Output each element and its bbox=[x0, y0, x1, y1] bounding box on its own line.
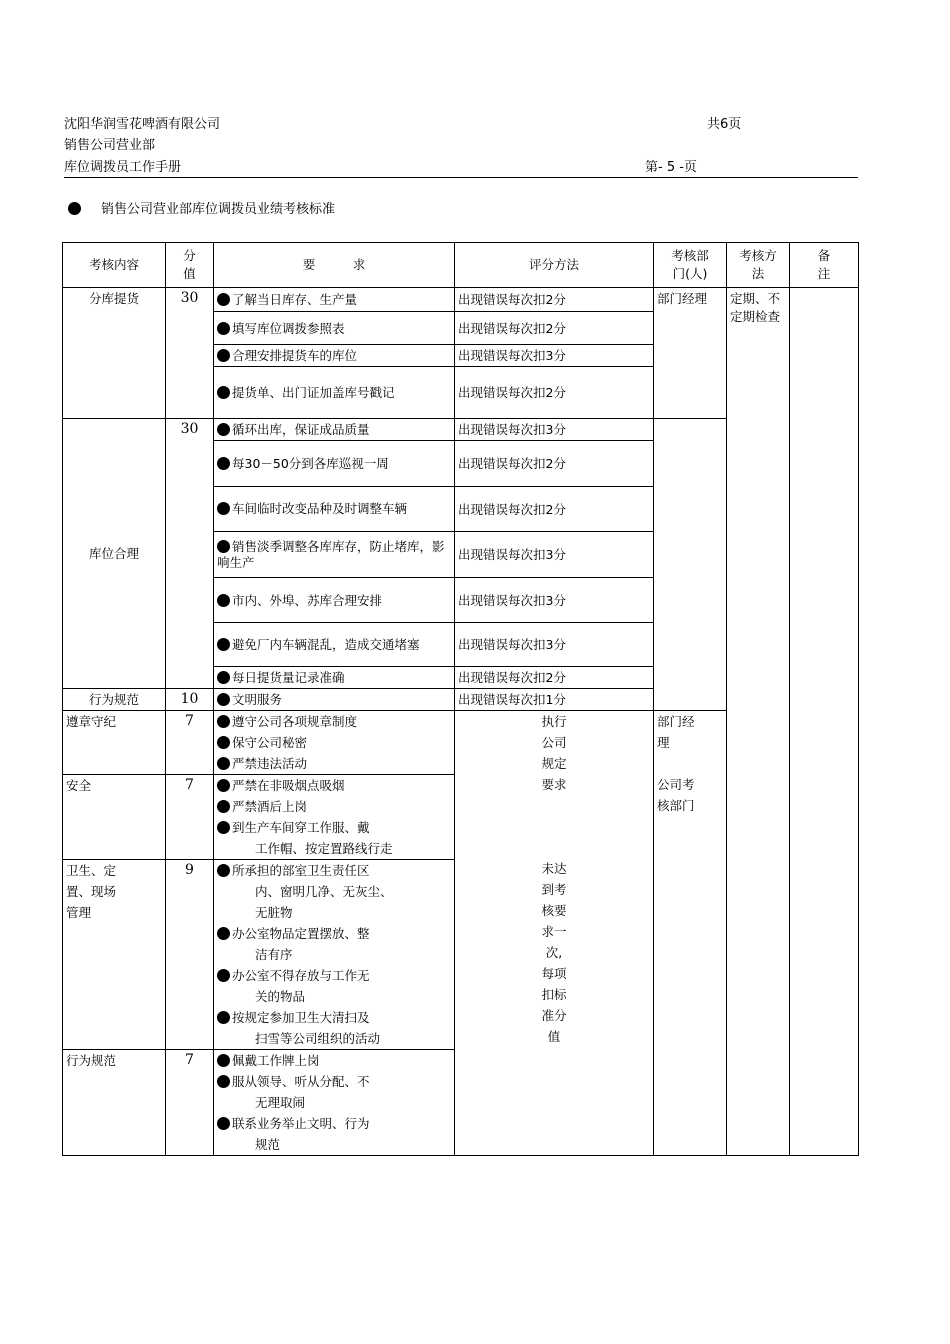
manual-name: 库位调拨员工作手册 bbox=[64, 160, 182, 175]
score-cell: 30 bbox=[166, 288, 214, 419]
header-method: 评分方法 bbox=[455, 243, 654, 288]
bullet-icon bbox=[68, 202, 81, 215]
score-cell: 7 bbox=[166, 775, 214, 860]
method-cell: 出现错误每次扣2分 bbox=[455, 288, 654, 312]
header-note: 备 注 bbox=[790, 243, 859, 288]
content-cell: 卫生、定 置、现场 管理 bbox=[63, 860, 166, 1050]
dept-cell-lower: 部门经 理 公司考 核部门 bbox=[654, 711, 727, 1156]
way-cell: 定期、不定期检查 bbox=[727, 288, 790, 1156]
method-cell: 出现错误每次扣3分 bbox=[455, 345, 654, 367]
score-cell: 9 bbox=[166, 860, 214, 1050]
requirement-cell: 所承担的部室卫生责任区 内、窗明几净、无灰尘、 无脏物 办公室物品定置摆放、整 洁有序 办公室不得存放与工作无 关的物品 按规定参加卫生大清扫及 扫雪等公司组织的活动 bbox=[214, 860, 455, 1050]
content-cell: 行为规范 bbox=[63, 689, 166, 711]
dept-cell: 部门经理 bbox=[654, 288, 727, 419]
requirement-cell: 市内、外埠、苏库合理安排 bbox=[214, 578, 455, 623]
method-cell-lower: 执行 公司 规定 要求 未达 到考 核要 求一 次, 每项 扣标 准分 值 bbox=[455, 711, 654, 1156]
assessment-table bbox=[62, 242, 859, 1156]
company-name: 沈阳华润雪花啤酒有限公司 bbox=[64, 117, 221, 132]
content-cell: 行为规范 bbox=[63, 1050, 166, 1156]
section-title-text: 销售公司营业部库位调拨员业绩考核标准 bbox=[101, 202, 336, 217]
total-pages: 共6页 bbox=[707, 117, 742, 132]
requirement-cell: 了解当日库存、生产量 bbox=[214, 288, 455, 312]
section-title bbox=[68, 202, 335, 218]
content-cell: 安全 bbox=[63, 775, 166, 860]
header-content: 考核内容 bbox=[63, 243, 166, 288]
header-dept: 考核部 门(人) bbox=[654, 243, 727, 288]
department-name: 销售公司营业部 bbox=[64, 138, 156, 153]
score-cell: 7 bbox=[166, 711, 214, 775]
method-cell: 出现错误每次扣2分 bbox=[455, 487, 654, 532]
requirement-cell: 文明服务 bbox=[214, 689, 455, 711]
score-cell: 30 bbox=[166, 419, 214, 689]
note-cell bbox=[790, 288, 859, 1156]
header-way: 考核方 法 bbox=[727, 243, 790, 288]
requirement-cell: 遵守公司各项规章制度 保守公司秘密 严禁违法活动 bbox=[214, 711, 455, 775]
method-cell: 出现错误每次扣3分 bbox=[455, 532, 654, 578]
method-cell: 出现错误每次扣3分 bbox=[455, 623, 654, 667]
requirement-cell: 每日提货量记录准确 bbox=[214, 667, 455, 689]
table-row bbox=[63, 288, 859, 312]
requirement-cell: 循环出库，保证成品质量 bbox=[214, 419, 455, 441]
requirement-cell: 严禁在非吸烟点吸烟 严禁酒后上岗 到生产车间穿工作服、戴 工作帽、按定置路线行走 bbox=[214, 775, 455, 860]
method-cell: 出现错误每次扣2分 bbox=[455, 441, 654, 487]
dept-cell-empty bbox=[654, 419, 727, 711]
page-number: 第- 5 -页 bbox=[645, 160, 697, 175]
requirement-cell: 合理安排提货车的库位 bbox=[214, 345, 455, 367]
content-cell: 分库提货 bbox=[63, 288, 166, 419]
requirement-cell: 佩戴工作牌上岗 服从领导、听从分配、不 无理取闹 联系业务举止文明、行为 规范 bbox=[214, 1050, 455, 1156]
header-score: 分 值 bbox=[166, 243, 214, 288]
table-header-row bbox=[63, 243, 859, 288]
header-rule bbox=[64, 177, 858, 178]
requirement-cell: 避免厂内车辆混乱，造成交通堵塞 bbox=[214, 623, 455, 667]
method-cell: 出现错误每次扣1分 bbox=[455, 689, 654, 711]
requirement-cell: 填写库位调拨参照表 bbox=[214, 312, 455, 345]
requirement-cell: 销售淡季调整各库库存，防止堵库，影响生产 bbox=[214, 532, 455, 578]
score-cell: 7 bbox=[166, 1050, 214, 1156]
content-cell: 遵章守纪 bbox=[63, 711, 166, 775]
method-cell: 出现错误每次扣2分 bbox=[455, 312, 654, 345]
header-requirement: 要 求 bbox=[214, 243, 455, 288]
method-cell: 出现错误每次扣2分 bbox=[455, 367, 654, 419]
requirement-cell: 车间临时改变品种及时调整车辆 bbox=[214, 487, 455, 532]
content-cell: 库位合理 bbox=[63, 419, 166, 689]
method-cell: 出现错误每次扣2分 bbox=[455, 667, 654, 689]
requirement-cell: 每30－50分到各库巡视一周 bbox=[214, 441, 455, 487]
score-cell: 10 bbox=[166, 689, 214, 711]
method-cell: 出现错误每次扣3分 bbox=[455, 578, 654, 623]
requirement-cell: 提货单、出门证加盖库号戳记 bbox=[214, 367, 455, 419]
method-cell: 出现错误每次扣3分 bbox=[455, 419, 654, 441]
